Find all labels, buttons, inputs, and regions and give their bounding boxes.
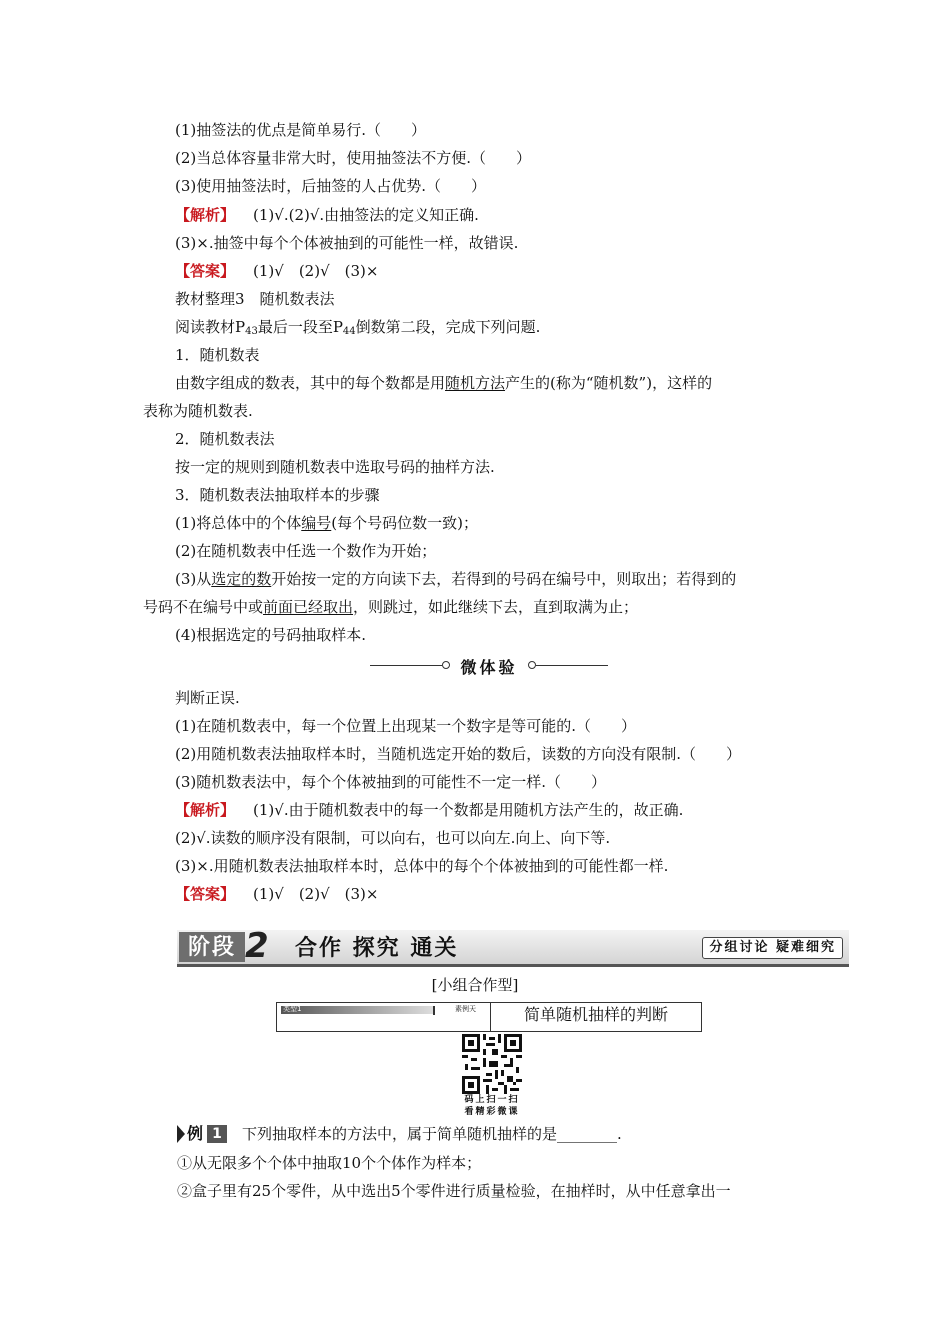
type-strip [281,1006,433,1014]
type-box [276,1002,702,1032]
answer-tag: 【答案】 [175,262,236,280]
micro-item-3: (3)随机数表法中，每个个体被抽到的可能性不一定一样.（ ） [175,773,607,791]
step-3-underline-1: 选定的数 [211,570,272,588]
micro-experience-divider [370,655,608,677]
divider-dot-left [442,661,450,669]
section-heading: 教材整理3 随机数表法 [175,290,335,308]
point-2-text: 按一定的规则到随机数表中选取号码的抽样方法. [175,458,495,476]
answer-text: (1)√ (2)√ (3)× [253,262,379,280]
example-number: 1 [207,1125,227,1143]
reading-instruction [175,317,540,342]
analysis-text: (1)√.(2)√.由抽签法的定义知正确. [253,206,479,224]
step-3-cont [143,597,638,617]
step-1-a: (1)将总体中的个体 [175,514,302,532]
point-2-title: 2．随机数表法 [175,430,275,448]
divider-line-left [370,665,442,666]
micro-analysis-tag: 【解析】 [175,801,236,819]
qr-code-icon[interactable] [462,1034,522,1094]
step-1 [175,513,478,533]
point-3-title: 3．随机数表法抽取样本的步骤 [175,486,380,504]
page-subscript-2: 44 [342,326,356,337]
type-title: 简单随机抽样的判断 [523,1005,668,1024]
step-3-a: (3)从 [175,570,212,588]
step-2: (2)在随机数表中任选一个数作为开始； [175,542,437,560]
answer-line [175,261,378,281]
example-word: 例 [187,1124,204,1143]
micro-intro: 判断正误. [175,689,240,707]
micro-analysis-text: (1)√.由于随机数表中的每一个数都是用随机方法产生的，故正确. [253,801,684,819]
micro-item-2: (2)用随机数表法抽取样本时，当随机选定开始的数后，读数的方向没有限制.（ ） [175,745,742,763]
analysis-line [175,205,479,225]
type-marker [433,1006,435,1015]
analysis-tag: 【解析】 [175,206,236,224]
example-question: 下列抽取样本的方法中，属于简单随机抽样的是________. [242,1125,622,1143]
micro-answer-line [175,884,378,904]
micro-item-1: (1)在随机数表中，每一个位置上出现某一个数字是等可能的.（ ） [175,717,637,735]
example-arrow-icon [177,1125,185,1143]
type-box-label-cell [277,1003,491,1031]
micro-answer-text: (1)√ (2)√ (3)× [253,885,379,903]
point-1-text-b: 产生的(称为“随机数”)，这样的 [505,374,713,392]
type-right-label: 素例天 [455,1005,476,1013]
step-1-underline: 编号 [301,514,332,532]
micro-answer-tag: 【答案】 [175,885,236,903]
step-3-c: 号码不在编号中或 [143,598,264,616]
example-option-2: ②盒子里有25个零件，从中选出5个零件进行质量检验，在抽样时，从中任意拿出一 [177,1182,731,1200]
step-3-d: ，则跳过，如此继续下去，直到取满为止； [353,598,639,616]
step-4: (4)根据选定的号码抽取样本. [175,626,367,644]
page-subscript-1: 43 [245,326,258,337]
type-label: 类型1 [283,1005,302,1013]
reading-text-c: 倒数第二段，完成下列问题. [355,318,541,336]
step-3-b: 开始按一定的方向读下去，若得到的号码在编号中，则取出；若得到的 [271,570,737,588]
stage-title: 合作 探究 通关 [295,935,459,961]
point-1-title: 1．随机数表 [175,346,260,364]
point-1-underline: 随机方法 [445,374,506,392]
point-1-text-a: 由数字组成的数表，其中的每个数都是用 [175,374,446,392]
judge-item-3: (3)使用抽签法时，后抽签的人占优势.（ ） [175,177,487,195]
stage-label: 阶段 [179,932,245,962]
qr-caption-2: 看精彩微课 [464,1107,520,1117]
step-1-b: (每个号码位数一致)； [331,514,478,532]
step-3-underline-2: 前面已经取出 [263,598,354,616]
point-1-text-cont: 表称为随机数表. [143,402,253,420]
stage-number: 2 [245,926,269,966]
micro-analysis-line-3: (3)×.用随机数表法抽取样本时，总体中的每个个体被抽到的可能性都一样. [175,857,669,875]
judge-item-2: (2)当总体容量非常大时，使用抽签法不方便.（ ） [175,149,532,167]
group-label: [小组合作型] [431,976,519,994]
micro-title: 微体验 [460,658,518,677]
point-1-text [175,373,712,393]
analysis-line-2: (3)×.抽签中每个个体被抽到的可能性一样，故错误. [175,234,519,252]
stage-banner [177,926,849,966]
qr-caption-1: 码上扫一扫 [464,1095,520,1105]
reading-text-b: 最后一段至P [257,318,343,336]
stage-side-label: 分组讨论 疑难细究 [702,937,843,959]
example-option-1: ①从无限多个个体中抽取10个个体作为样本； [177,1154,482,1172]
reading-text-a: 阅读教材P [175,318,246,336]
divider-line-right [536,665,608,666]
example-badge [177,1124,235,1144]
divider-dot-right [528,661,536,669]
micro-analysis-line-2: (2)√.读数的顺序没有限制，可以向右，也可以向左.向上、向下等. [175,829,611,847]
micro-analysis-line [175,800,683,820]
step-3 [175,569,736,589]
judge-item-1: (1)抽签法的优点是简单易行.（ ） [175,121,427,139]
